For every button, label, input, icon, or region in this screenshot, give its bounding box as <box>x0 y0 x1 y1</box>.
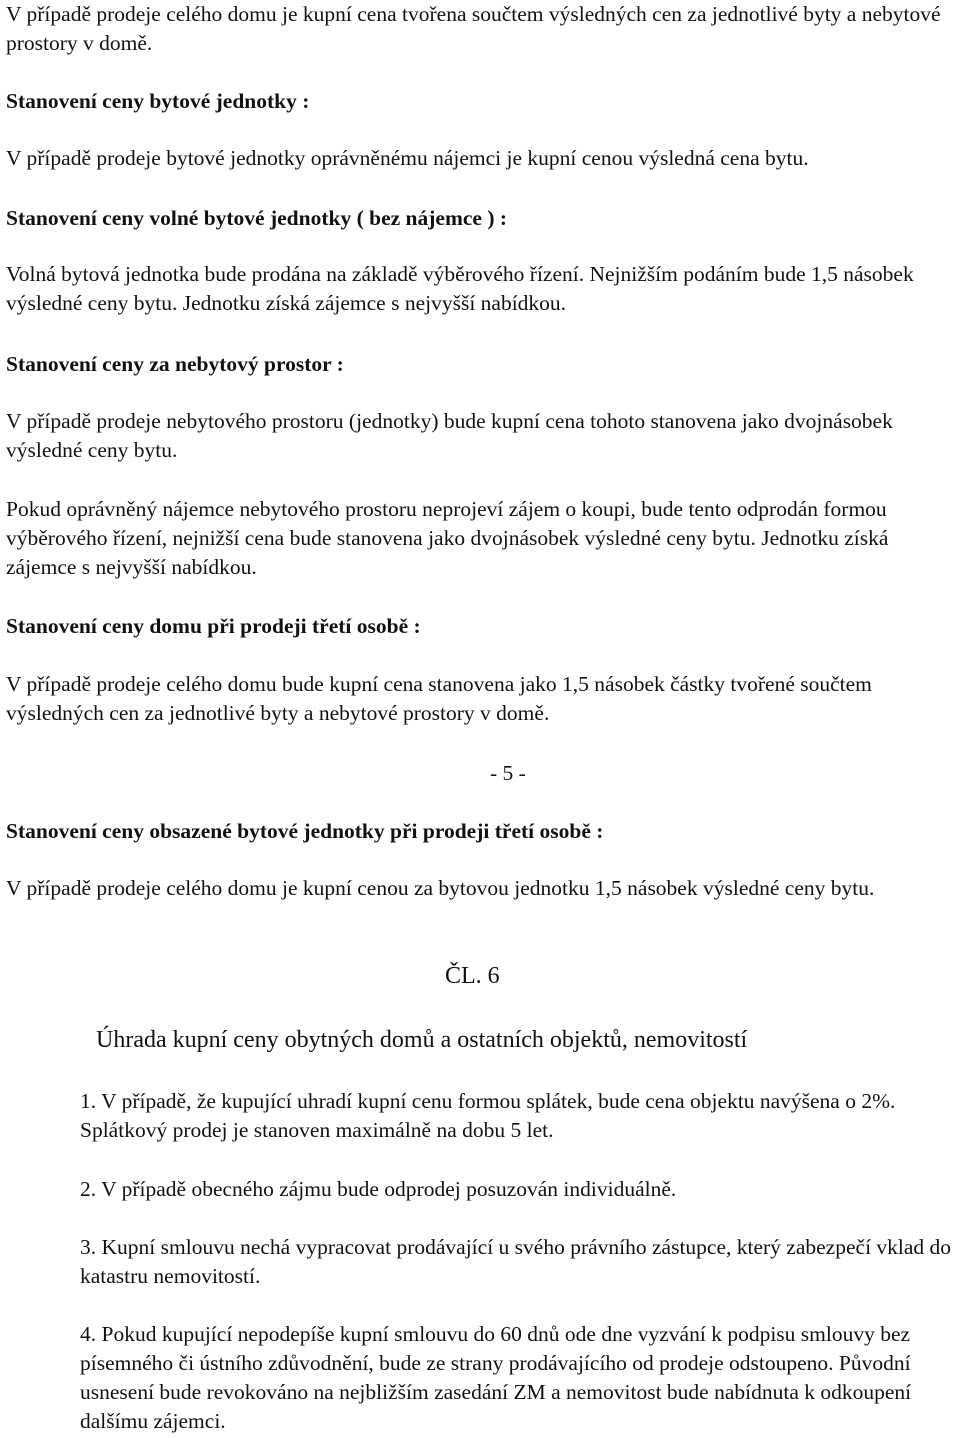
paragraph-dum-treti-osobe: V případě prodeje celého domu bude kupní cena stanovena jako 1,5 násobek částky tvořené součtem výsledných cen za jednotlivé byty a nebytové prostory v domě. <box>6 672 872 725</box>
list-item: 3. Kupní smlouvu nechá vypracovat prodávající u svého právního zástupce, který zabezpečí vklad do katastru nemovitostí. <box>80 1235 952 1288</box>
paragraph-nebytovy-prostor-2: Pokud oprávněný nájemce nebytového prostoru neprojeví zájem o koupi, bude tento odprodán formou výběrového řízení, nejnižší cena bude stanovena jako dvojnásobek výsledné ceny bytu. Jednotku získá zájemce s nejvyšší nabídkou. <box>6 497 889 579</box>
paragraph-nebytovy-prostor-1: V případě prodeje nebytového prostoru (jednotky) bude kupní cena tohoto stanovena jako dvojnásobek výsledné ceny bytu. <box>6 409 893 462</box>
heading-volna-jednotka: Stanovení ceny volné bytové jednotky ( bez nájemce ) : <box>6 206 508 230</box>
paragraph-bytova-jednotka: V případě prodeje bytové jednotky oprávněnému nájemci je kupní cenou výsledná cena bytu. <box>6 146 809 170</box>
paragraph-volna-jednotka: Volná bytová jednotka bude prodána na základě výběrového řízení. Nejnižším podáním bude 1,5 násobek výsledné ceny bytu. Jednotku získá zájemce s nejvyšší nabídkou. <box>6 262 914 315</box>
list-item: 4. Pokud kupující nepodepíše kupní smlouvu do 60 dnů ode dne vyzvání k podpisu smlouvy bez písemného či ústního zdůvodnění, bude ze strany prodávajícího od prodeje odstoupeno. Původní usnesení bude revokováno na nejbližším zasedání ZM a nemovitost bude nabídnuta k odkoupení dalšímu zájemci. <box>80 1322 912 1433</box>
heading-dum-treti-osobe: Stanovení ceny domu při prodeji třetí osobě : <box>6 614 421 638</box>
article-title: Úhrada kupní ceny obytných domů a ostatních objektů, nemovitostí <box>96 1027 748 1053</box>
heading-obsazena-jednotka: Stanovení ceny obsazené bytové jednotky při prodeji třetí osobě : <box>6 819 604 843</box>
article-number: ČL. 6 <box>445 963 500 989</box>
paragraph-intro: V případě prodeje celého domu je kupní cena tvořena součtem výsledných cen za jednotlivé byty a nebytové prostory v domě. <box>6 2 941 55</box>
heading-bytova-jednotka: Stanovení ceny bytové jednotky : <box>6 89 310 113</box>
paragraph-obsazena-jednotka: V případě prodeje celého domu je kupní cenou za bytovou jednotku 1,5 násobek výsledné ceny bytu. <box>6 876 875 900</box>
heading-nebytovy-prostor: Stanovení ceny za nebytový prostor : <box>6 352 344 376</box>
list-item: 2. V případě obecného zájmu bude odprodej posuzován individuálně. <box>80 1177 677 1201</box>
page-number: - 5 - <box>490 761 526 785</box>
list-item: 1. V případě, že kupující uhradí kupní cenu formou splátek, bude cena objektu navýšena o 2%. Splátkový prodej je stanoven maximálně na dobu 5 let. <box>80 1089 896 1142</box>
